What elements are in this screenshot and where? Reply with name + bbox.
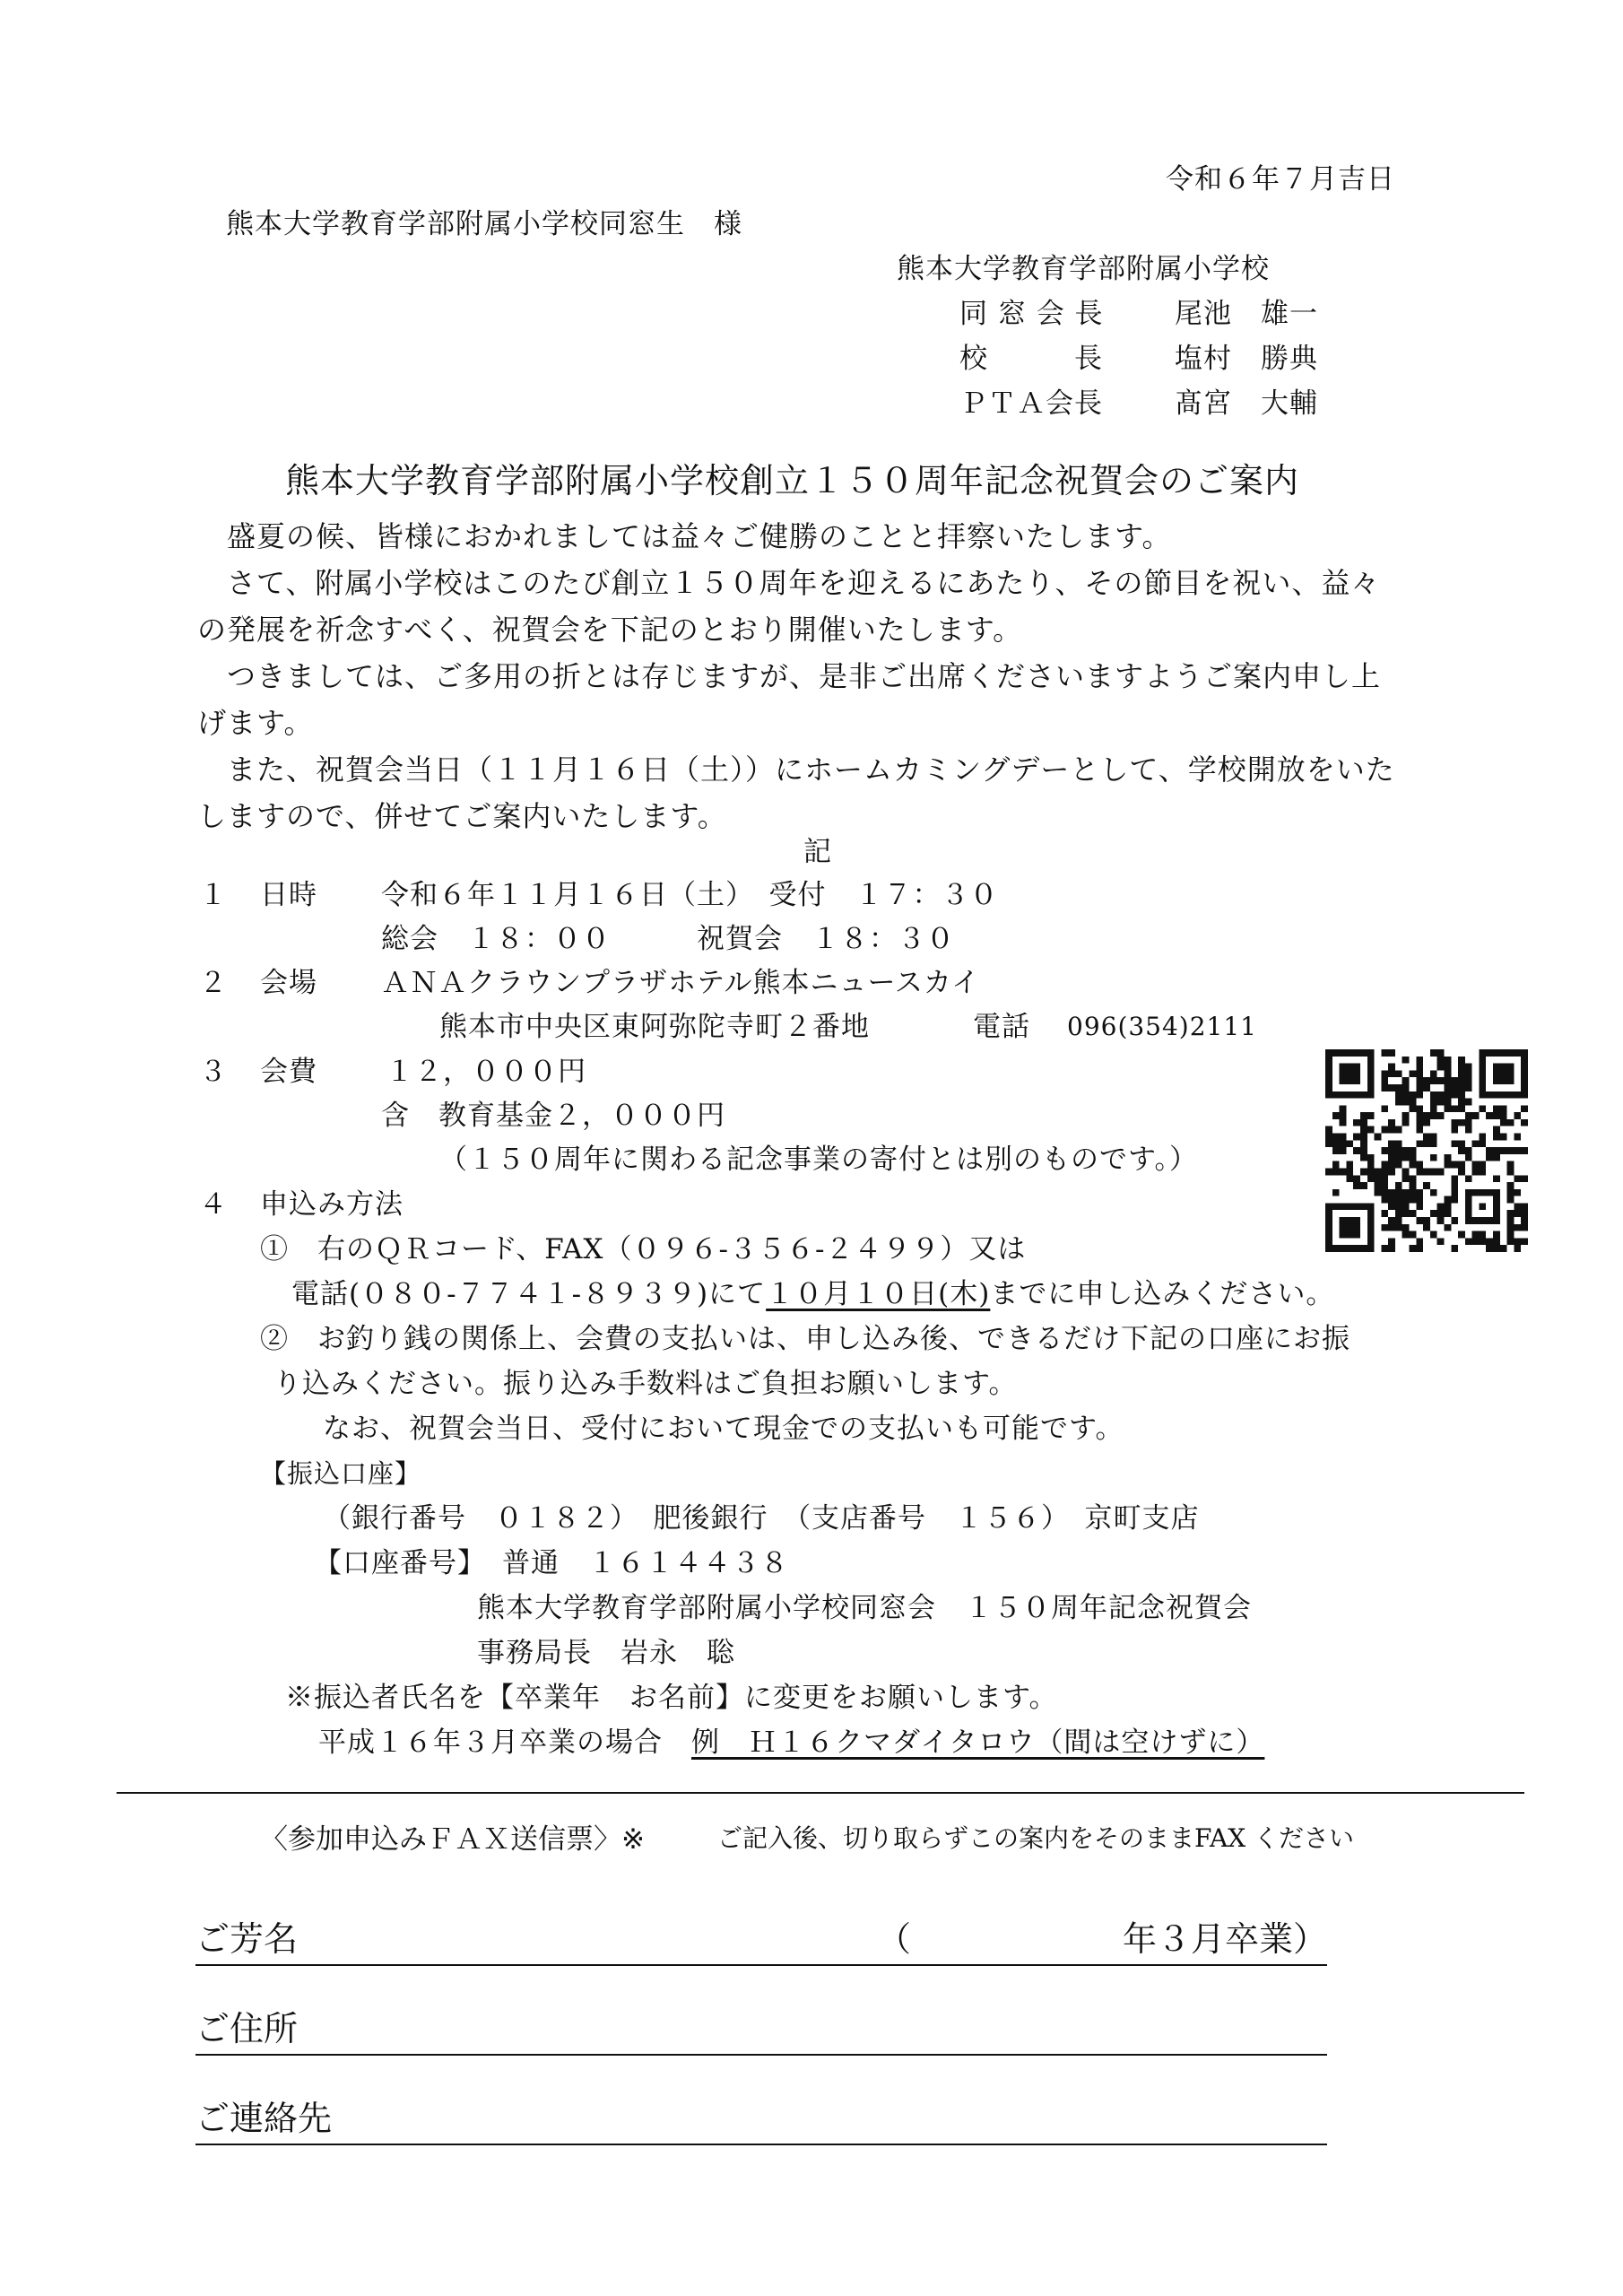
sender-role-alumni: 同 窓 会 長 bbox=[959, 298, 1104, 330]
item-1-label: 日時 bbox=[260, 879, 317, 911]
venue-phone-label: 電話 bbox=[973, 1011, 1030, 1043]
venue-address: 熊本市中央区東阿弥陀寺町２番地 bbox=[439, 1011, 870, 1043]
fee-includes: 含 教育基金２，０００円 bbox=[381, 1100, 725, 1132]
apply-step-2-line-3: なお、祝賀会当日、受付において現金での支払いも可能です。 bbox=[323, 1413, 1124, 1445]
address-field[interactable] bbox=[195, 2000, 1327, 2056]
sender-role-principal: 校 長 bbox=[959, 343, 1103, 375]
greeting-line-2: さて、附属小学校はこのたび創立１５０周年を迎えるにあたり、その節目を祝い、益々 bbox=[197, 566, 1381, 600]
document-title: 熊本大学教育学部附属小学校創立１５０周年記念祝賀会のご案内 bbox=[285, 461, 1300, 500]
greeting-line-7: しますので、併せてご案内いたします。 bbox=[197, 799, 727, 833]
item-2-label: 会場 bbox=[260, 967, 317, 999]
name-label: ご芳名 bbox=[195, 1919, 299, 1959]
fax-form-heading: 〈参加申込みＦＡＸ送信票〉※ bbox=[260, 1823, 645, 1856]
sender-name-pta: 髙宮 大輔 bbox=[1175, 387, 1318, 420]
apply-phone-text: 電話(０８０-７７４１-８９３９)にて bbox=[291, 1278, 767, 1310]
item-3-number: ３ bbox=[199, 1056, 228, 1088]
datetime-line-1: 令和６年１１月１６日（土） 受付 １７：３０ bbox=[381, 879, 999, 911]
bank-line-1: （銀行番号 ０１８２） 肥後銀行 （支店番号 １５６） 京町支店 bbox=[323, 1502, 1200, 1535]
fee-note: （１５０周年に関わる記念事業の寄付とは別のものです。） bbox=[439, 1144, 1199, 1176]
contact-field[interactable] bbox=[195, 2090, 1327, 2145]
bank-account: 普通 １６１４４３８ bbox=[502, 1547, 789, 1579]
qr-code-icon[interactable] bbox=[1325, 1049, 1528, 1252]
greeting-line-3: の発展を祈念すべく、祝賀会を下記のとおり開催いたします。 bbox=[197, 613, 1023, 647]
greeting-line-4: つきましては、ご多用の折とは存じますが、是非ご出席くださいますようご案内申し上 bbox=[197, 659, 1382, 693]
contact-label: ご連絡先 bbox=[195, 2099, 333, 2138]
grad-year-suffix: 年３月卒業） bbox=[1122, 1919, 1327, 1959]
greeting-line-6: また、祝賀会当日（１１月１６日（土））にホームカミングデーとして、学校開放をいた bbox=[197, 752, 1395, 787]
bank-holder: 熊本大学教育学部附属小学校同窓会 １５０周年記念祝賀会 bbox=[477, 1592, 1252, 1624]
bank-note-1: ※振込者氏名を【卒業年 お名前】に変更をお願いします。 bbox=[285, 1682, 1058, 1714]
venue-phone: 096(354)2111 bbox=[1067, 1012, 1257, 1041]
apply-deadline: １０月１０日(木) bbox=[766, 1278, 991, 1310]
grad-year-paren: （ bbox=[877, 1919, 912, 1959]
apply-step-1-line-1: ① 右のＱＲコード、FAX（０９６-３５６-２４９９）又は bbox=[260, 1233, 1027, 1265]
apply-step-1-line-2 bbox=[291, 1272, 1334, 1317]
ki-mark: 記 bbox=[803, 836, 832, 868]
name-field[interactable] bbox=[195, 1910, 1327, 1966]
bank-account-label: 【口座番号】 bbox=[314, 1547, 486, 1579]
bank-heading: 【振込口座】 bbox=[260, 1458, 422, 1489]
venue-name: ＡＮＡクラウンプラザホテル熊本ニュースカイ bbox=[381, 967, 980, 999]
addressee: 熊本大学教育学部附属小学校同窓生 様 bbox=[226, 208, 742, 240]
bank-note-2-prefix: 平成１６年３月卒業の場合 bbox=[318, 1726, 691, 1759]
item-2-number: ２ bbox=[199, 967, 228, 999]
issue-date: 令和６年７月吉日 bbox=[1166, 163, 1395, 196]
sender-name-principal: 塩村 勝典 bbox=[1175, 343, 1318, 375]
greeting-line-5: げます。 bbox=[197, 706, 314, 740]
cut-line bbox=[117, 1792, 1524, 1794]
fee-amount: １２，０００円 bbox=[386, 1056, 586, 1088]
greeting-line-1: 盛夏の候、皆様におかれましては益々ご健勝のことと拝察いたします。 bbox=[197, 519, 1172, 553]
item-3-label: 会費 bbox=[260, 1056, 317, 1088]
sender-name-alumni: 尾池 雄一 bbox=[1175, 298, 1318, 330]
apply-step-2-line-1: ② お釣り銭の関係上、会費の支払いは、申し込み後、できるだけ下記の口座にお振 bbox=[260, 1323, 1350, 1355]
sender-organization: 熊本大学教育学部附属小学校 bbox=[897, 253, 1270, 285]
datetime-line-2: 総会 １８：００ 祝賀会 １８：３０ bbox=[381, 923, 955, 955]
bank-note-2-example: 例 Ｈ１６クマダイタロウ（間は空けずに） bbox=[691, 1726, 1265, 1759]
item-4-number: ４ bbox=[199, 1188, 228, 1221]
item-1-number: １ bbox=[199, 879, 228, 911]
apply-deadline-suffix: までに申し込みください。 bbox=[990, 1278, 1335, 1310]
sender-role-pta: ＰＴＡ会長 bbox=[959, 387, 1103, 420]
item-4-label: 申込み方法 bbox=[260, 1188, 404, 1221]
address-label: ご住所 bbox=[195, 2009, 299, 2048]
apply-step-2-line-2: り込みください。振り込み手数料はご負担お願いします。 bbox=[273, 1368, 1018, 1400]
fax-form-note: ご記入後、切り取らずこの案内をそのままFAX ください bbox=[717, 1823, 1355, 1853]
bank-note-2 bbox=[318, 1720, 1264, 1765]
bank-officer: 事務局長 岩永 聡 bbox=[477, 1637, 735, 1669]
